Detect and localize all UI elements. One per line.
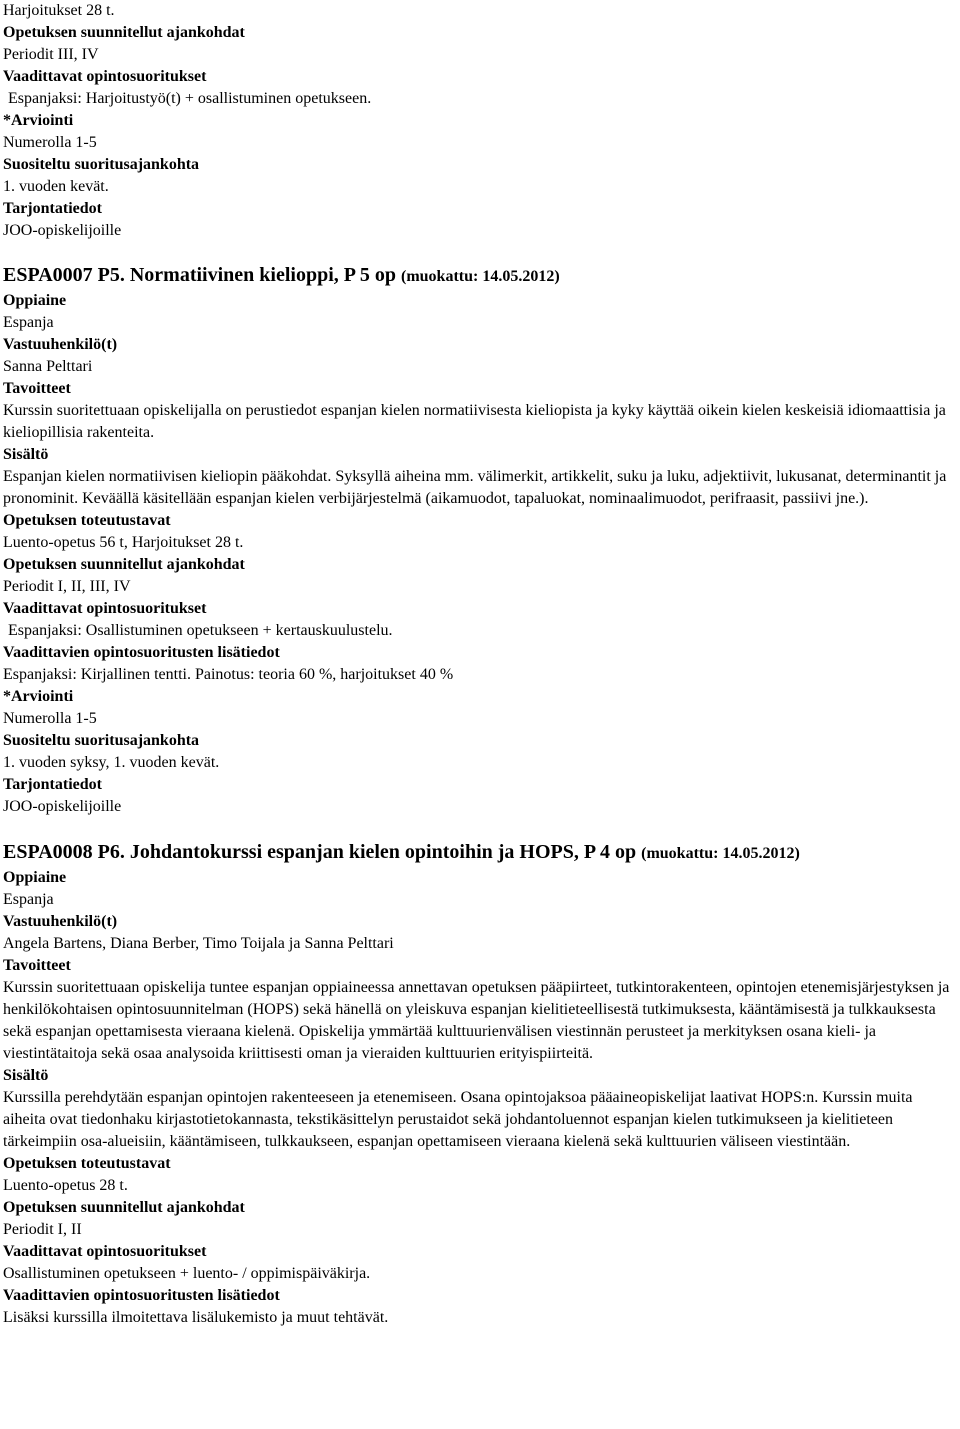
course1-req-info-heading: Vaadittavien opintosuoritusten lisätiedot: [3, 644, 280, 661]
course1-methods: Luento-opetus 56 t, Harjoitukset 28 t.: [3, 534, 244, 551]
course2-req-info-heading: Vaadittavien opintosuoritusten lisätiedot: [3, 1287, 280, 1304]
course2-req-info: Lisäksi kurssilla ilmoitettava lisälukemisto ja muut tehtävät.: [3, 1309, 389, 1326]
course1-req-info: Espanjaksi: Kirjallinen tentti. Painotus: teoria 60 %, harjoitukset 40 %: [3, 666, 454, 683]
course2-requirements: Osallistuminen opetukseen + luento- / oppimispäiväkirja.: [3, 1265, 371, 1282]
course1-offer-heading: Tarjontatiedot: [3, 776, 102, 793]
course1-modified: (muokattu: 14.05.2012): [401, 268, 560, 285]
top-offer: JOO-opiskelijoille: [3, 222, 122, 239]
course1-title: ESPA0007 P5. Normatiivinen kielioppi, P 5 op: [3, 264, 396, 286]
course1-schedule: Periodit I, II, III, IV: [3, 578, 131, 595]
course2-methods: Luento-opetus 28 t.: [3, 1177, 128, 1194]
course2-title-row: [3, 839, 958, 867]
top-hours: Harjoitukset 28 t.: [3, 2, 115, 19]
course2-methods-heading: Opetuksen toteutustavat: [3, 1155, 171, 1172]
course1-content: Espanjan kielen normatiivisen kieliopin pääkohdat. Syksyllä aiheina mm. välimerkit, artikkelit, suku ja luku, adjektiivit, lukusanat, determinantit ja pronominit. Keväällä käsitellään espanjan kielen verbijärjestelmä (aikamuodot, tapaluokat, nominaalimuodot, perifraasit, passiivi jne.).: [3, 468, 947, 507]
course2-goals: Kurssin suoritettuaan opiskelija tuntee espanjan oppiaineessa annettavan opetuksen pääpiirteet, tutkintorakenteen, opintojen etenemisjärjestyksen ja henkilökohtaisen opintosuunnitelman (HOPS) sekä hänellä on yleiskuva espanjan kielitieteellisestä tutkimuksesta, kääntämisestä ja tulkkauksesta sekä espanjan opettamisesta vieraana kielenä. Opiskelija ymmärtää kulttuurienvälisen viestinnän perusteet ja merkityksen osana kieli- ja viestintätaitoja sekä osaa analysoida kriittisesti oman ja vieraiden kulttuurien erityispiirteitä.: [3, 979, 950, 1062]
course1-offer: JOO-opiskelijoille: [3, 798, 122, 815]
course1-methods-heading: Opetuksen toteutustavat: [3, 512, 171, 529]
course1-responsible-heading: Vastuuhenkilö(t): [3, 336, 118, 353]
course1-requirements: Espanjaksi: Osallistuminen opetukseen + kertauskuulustelu.: [8, 622, 393, 639]
top-offer-heading: Tarjontatiedot: [3, 200, 102, 217]
course1-responsible: Sanna Pelttari: [3, 358, 93, 375]
course2-responsible-heading: Vastuuhenkilö(t): [3, 913, 118, 930]
course2-title: ESPA0008 P6. Johdantokurssi espanjan kielen opintoihin ja HOPS, P 4 op: [3, 841, 637, 863]
course2-requirements-heading: Vaadittavat opintosuoritukset: [3, 1243, 207, 1260]
course2-schedule: Periodit I, II: [3, 1221, 82, 1238]
top-schedule: Periodit III, IV: [3, 46, 99, 63]
course2-responsible: Angela Bartens, Diana Berber, Timo Toijala ja Sanna Pelttari: [3, 935, 394, 952]
course1-grading-heading: *Arviointi: [3, 688, 74, 705]
top-requirements: Espanjaksi: Harjoitustyö(t) + osallistuminen opetukseen.: [8, 90, 372, 107]
course1-goals-heading: Tavoitteet: [3, 380, 71, 397]
course2-content: Kurssilla perehdytään espanjan opintojen rakenteeseen ja etenemiseen. Osana opintojaksoa pääaineopiskelijat laativat HOPS:n. Kurssin muita aiheita ovat tiedonhaku kirjastotietokannasta, tekstikäsittelyn perustaidot sekä johdantoluennot espanjan kielen tutkimukseen ja kielitieteen tärkeimpiin osa-alueisiin, kääntämiseen, tulkkaukseen, espanjan opettamiseen vieraana kielenä sekä kulttuurien väliseen viestintään.: [3, 1089, 913, 1150]
course2-subject-heading: Oppiaine: [3, 869, 67, 886]
course1-timing-heading: Suositeltu suoritusajankohta: [3, 732, 200, 749]
top-requirements-heading: Vaadittavat opintosuoritukset: [3, 68, 207, 85]
course1-grading: Numerolla 1-5: [3, 710, 97, 727]
course2-content-heading: Sisältö: [3, 1067, 49, 1084]
course2-subject: Espanja: [3, 891, 54, 908]
course2-schedule-heading: Opetuksen suunnitellut ajankohdat: [3, 1199, 245, 1216]
course2-modified: (muokattu: 14.05.2012): [641, 845, 800, 862]
document-page: [3, 0, 958, 1329]
top-grading: Numerolla 1-5: [3, 134, 97, 151]
course1-subject-heading: Oppiaine: [3, 292, 67, 309]
course2-goals-heading: Tavoitteet: [3, 957, 71, 974]
course1-content-heading: Sisältö: [3, 446, 49, 463]
top-timing-heading: Suositeltu suoritusajankohta: [3, 156, 200, 173]
course1-goals: Kurssin suoritettuaan opiskelijalla on perustiedot espanjan kielen normatiivisesta kieliopista ja kyky käyttää oikein kielen keskeisiä idiomaattisia ja kieliopillisia rakenteita.: [3, 402, 946, 441]
course1-requirements-heading: Vaadittavat opintosuoritukset: [3, 600, 207, 617]
course1-timing: 1. vuoden syksy, 1. vuoden kevät.: [3, 754, 220, 771]
course1-subject: Espanja: [3, 314, 54, 331]
course1-title-row: [3, 262, 958, 290]
top-grading-heading: *Arviointi: [3, 112, 74, 129]
course1-schedule-heading: Opetuksen suunnitellut ajankohdat: [3, 556, 245, 573]
top-schedule-heading: Opetuksen suunnitellut ajankohdat: [3, 24, 245, 41]
top-timing: 1. vuoden kevät.: [3, 178, 109, 195]
